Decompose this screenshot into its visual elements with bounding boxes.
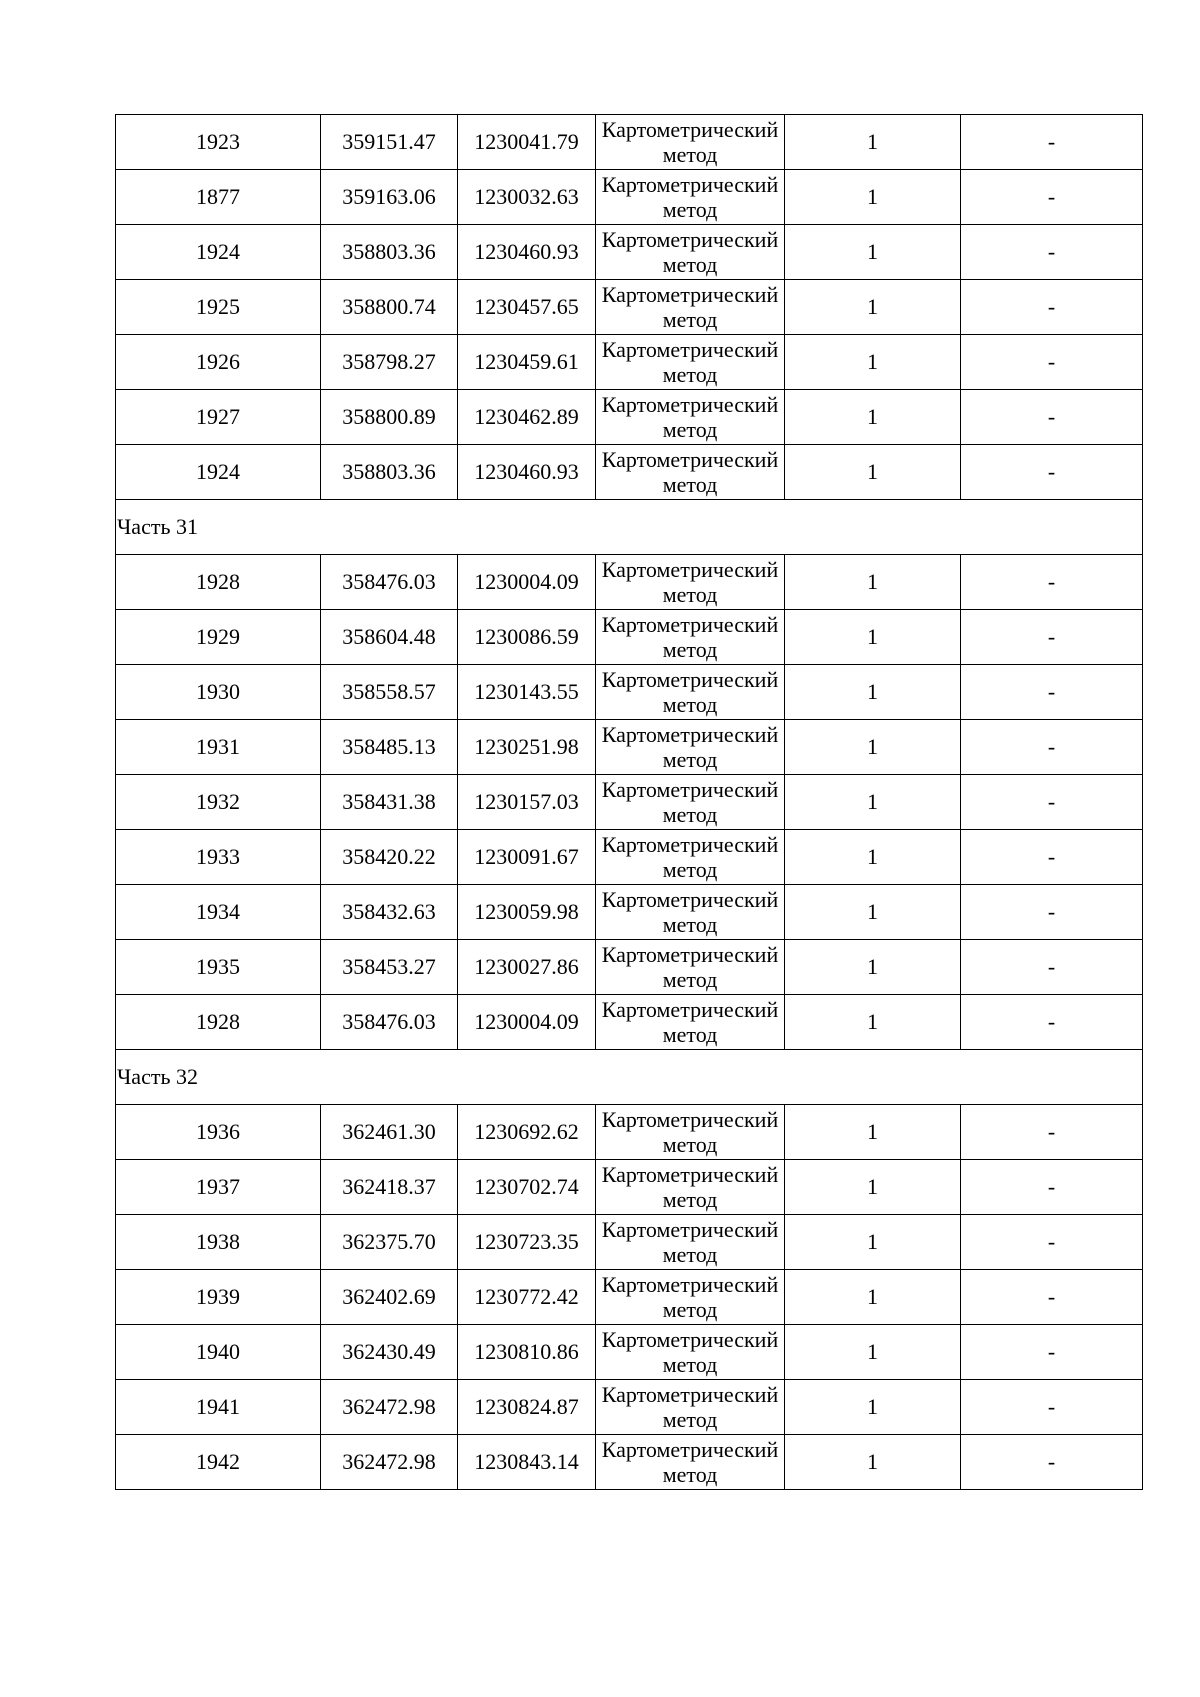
table-row	[116, 170, 1143, 225]
point-number-cell: 1924	[116, 445, 321, 500]
section-heading-row	[116, 1050, 1143, 1105]
section-heading: Часть 31	[116, 500, 1143, 555]
precision-cell: 1	[785, 280, 961, 335]
method-cell: Картометрический метод	[596, 610, 785, 665]
precision-cell: 1	[785, 225, 961, 280]
table-row	[116, 555, 1143, 610]
point-number-cell: 1935	[116, 940, 321, 995]
y-coordinate-cell: 1230723.35	[458, 1215, 596, 1270]
method-cell: Картометрический метод	[596, 940, 785, 995]
table-row	[116, 995, 1143, 1050]
y-coordinate-cell: 1230251.98	[458, 720, 596, 775]
description-cell: -	[961, 115, 1143, 170]
description-cell: -	[961, 555, 1143, 610]
method-cell: Картометрический метод	[596, 1270, 785, 1325]
precision-cell: 1	[785, 665, 961, 720]
y-coordinate-cell: 1230457.65	[458, 280, 596, 335]
table-row	[116, 665, 1143, 720]
table-row	[116, 940, 1143, 995]
x-coordinate-cell: 358800.89	[321, 390, 458, 445]
x-coordinate-cell: 362430.49	[321, 1325, 458, 1380]
x-coordinate-cell: 358431.38	[321, 775, 458, 830]
description-cell: -	[961, 390, 1143, 445]
precision-cell: 1	[785, 335, 961, 390]
point-number-cell: 1930	[116, 665, 321, 720]
x-coordinate-cell: 358420.22	[321, 830, 458, 885]
table-row	[116, 225, 1143, 280]
y-coordinate-cell: 1230086.59	[458, 610, 596, 665]
y-coordinate-cell: 1230041.79	[458, 115, 596, 170]
description-cell: -	[961, 445, 1143, 500]
precision-cell: 1	[785, 610, 961, 665]
point-number-cell: 1940	[116, 1325, 321, 1380]
point-number-cell: 1928	[116, 555, 321, 610]
point-number-cell: 1925	[116, 280, 321, 335]
y-coordinate-cell: 1230460.93	[458, 225, 596, 280]
point-number-cell: 1877	[116, 170, 321, 225]
table-row	[116, 445, 1143, 500]
x-coordinate-cell: 359163.06	[321, 170, 458, 225]
method-cell: Картометрический метод	[596, 830, 785, 885]
table-row	[116, 1215, 1143, 1270]
description-cell: -	[961, 280, 1143, 335]
table-row	[116, 720, 1143, 775]
method-cell: Картометрический метод	[596, 445, 785, 500]
x-coordinate-cell: 362472.98	[321, 1380, 458, 1435]
table-row	[116, 335, 1143, 390]
precision-cell: 1	[785, 720, 961, 775]
point-number-cell: 1941	[116, 1380, 321, 1435]
precision-cell: 1	[785, 1215, 961, 1270]
method-cell: Картометрический метод	[596, 170, 785, 225]
description-cell: -	[961, 1435, 1143, 1490]
point-number-cell: 1939	[116, 1270, 321, 1325]
table-row	[116, 1105, 1143, 1160]
precision-cell: 1	[785, 1325, 961, 1380]
section-heading-row	[116, 500, 1143, 555]
description-cell: -	[961, 335, 1143, 390]
precision-cell: 1	[785, 1270, 961, 1325]
method-cell: Картометрический метод	[596, 720, 785, 775]
description-cell: -	[961, 225, 1143, 280]
point-number-cell: 1929	[116, 610, 321, 665]
x-coordinate-cell: 358803.36	[321, 225, 458, 280]
method-cell: Картометрический метод	[596, 225, 785, 280]
x-coordinate-cell: 358604.48	[321, 610, 458, 665]
y-coordinate-cell: 1230004.09	[458, 555, 596, 610]
point-number-cell: 1926	[116, 335, 321, 390]
y-coordinate-cell: 1230027.86	[458, 940, 596, 995]
point-number-cell: 1927	[116, 390, 321, 445]
y-coordinate-cell: 1230091.67	[458, 830, 596, 885]
coordinates-table	[115, 114, 1143, 1490]
y-coordinate-cell: 1230462.89	[458, 390, 596, 445]
method-cell: Картометрический метод	[596, 995, 785, 1050]
x-coordinate-cell: 358453.27	[321, 940, 458, 995]
table-row	[116, 610, 1143, 665]
precision-cell: 1	[785, 170, 961, 225]
x-coordinate-cell: 358432.63	[321, 885, 458, 940]
table-row	[116, 280, 1143, 335]
point-number-cell: 1942	[116, 1435, 321, 1490]
point-number-cell: 1932	[116, 775, 321, 830]
x-coordinate-cell: 362472.98	[321, 1435, 458, 1490]
method-cell: Картометрический метод	[596, 1435, 785, 1490]
method-cell: Картометрический метод	[596, 390, 785, 445]
y-coordinate-cell: 1230810.86	[458, 1325, 596, 1380]
point-number-cell: 1937	[116, 1160, 321, 1215]
point-number-cell: 1928	[116, 995, 321, 1050]
table-row	[116, 115, 1143, 170]
precision-cell: 1	[785, 940, 961, 995]
table-row	[116, 1270, 1143, 1325]
method-cell: Картометрический метод	[596, 1105, 785, 1160]
x-coordinate-cell: 358485.13	[321, 720, 458, 775]
method-cell: Картометрический метод	[596, 775, 785, 830]
description-cell: -	[961, 1380, 1143, 1435]
table-row	[116, 885, 1143, 940]
description-cell: -	[961, 775, 1143, 830]
table-row	[116, 1380, 1143, 1435]
x-coordinate-cell: 358558.57	[321, 665, 458, 720]
description-cell: -	[961, 665, 1143, 720]
precision-cell: 1	[785, 885, 961, 940]
y-coordinate-cell: 1230843.14	[458, 1435, 596, 1490]
description-cell: -	[961, 885, 1143, 940]
precision-cell: 1	[785, 995, 961, 1050]
point-number-cell: 1931	[116, 720, 321, 775]
description-cell: -	[961, 1325, 1143, 1380]
description-cell: -	[961, 610, 1143, 665]
precision-cell: 1	[785, 390, 961, 445]
table-row	[116, 1435, 1143, 1490]
y-coordinate-cell: 1230004.09	[458, 995, 596, 1050]
point-number-cell: 1924	[116, 225, 321, 280]
y-coordinate-cell: 1230692.62	[458, 1105, 596, 1160]
point-number-cell: 1938	[116, 1215, 321, 1270]
precision-cell: 1	[785, 1105, 961, 1160]
table-row	[116, 775, 1143, 830]
x-coordinate-cell: 362375.70	[321, 1215, 458, 1270]
method-cell: Картометрический метод	[596, 280, 785, 335]
method-cell: Картометрический метод	[596, 1160, 785, 1215]
description-cell: -	[961, 940, 1143, 995]
table-row	[116, 1325, 1143, 1380]
x-coordinate-cell: 358476.03	[321, 995, 458, 1050]
method-cell: Картометрический метод	[596, 885, 785, 940]
coordinates-table-body	[116, 115, 1143, 1490]
y-coordinate-cell: 1230143.55	[458, 665, 596, 720]
table-row	[116, 390, 1143, 445]
description-cell: -	[961, 995, 1143, 1050]
precision-cell: 1	[785, 775, 961, 830]
description-cell: -	[961, 1160, 1143, 1215]
point-number-cell: 1936	[116, 1105, 321, 1160]
y-coordinate-cell: 1230824.87	[458, 1380, 596, 1435]
x-coordinate-cell: 362418.37	[321, 1160, 458, 1215]
method-cell: Картометрический метод	[596, 1380, 785, 1435]
precision-cell: 1	[785, 445, 961, 500]
method-cell: Картометрический метод	[596, 1215, 785, 1270]
description-cell: -	[961, 1270, 1143, 1325]
section-heading: Часть 32	[116, 1050, 1143, 1105]
point-number-cell: 1934	[116, 885, 321, 940]
precision-cell: 1	[785, 1435, 961, 1490]
description-cell: -	[961, 1105, 1143, 1160]
table-row	[116, 830, 1143, 885]
description-cell: -	[961, 170, 1143, 225]
x-coordinate-cell: 358803.36	[321, 445, 458, 500]
y-coordinate-cell: 1230460.93	[458, 445, 596, 500]
y-coordinate-cell: 1230059.98	[458, 885, 596, 940]
description-cell: -	[961, 1215, 1143, 1270]
x-coordinate-cell: 362461.30	[321, 1105, 458, 1160]
x-coordinate-cell: 362402.69	[321, 1270, 458, 1325]
method-cell: Картометрический метод	[596, 665, 785, 720]
x-coordinate-cell: 358798.27	[321, 335, 458, 390]
precision-cell: 1	[785, 115, 961, 170]
y-coordinate-cell: 1230032.63	[458, 170, 596, 225]
y-coordinate-cell: 1230459.61	[458, 335, 596, 390]
precision-cell: 1	[785, 555, 961, 610]
point-number-cell: 1923	[116, 115, 321, 170]
point-number-cell: 1933	[116, 830, 321, 885]
x-coordinate-cell: 358800.74	[321, 280, 458, 335]
x-coordinate-cell: 359151.47	[321, 115, 458, 170]
description-cell: -	[961, 720, 1143, 775]
method-cell: Картометрический метод	[596, 1325, 785, 1380]
method-cell: Картометрический метод	[596, 115, 785, 170]
precision-cell: 1	[785, 1380, 961, 1435]
y-coordinate-cell: 1230772.42	[458, 1270, 596, 1325]
method-cell: Картометрический метод	[596, 555, 785, 610]
precision-cell: 1	[785, 830, 961, 885]
description-cell: -	[961, 830, 1143, 885]
precision-cell: 1	[785, 1160, 961, 1215]
method-cell: Картометрический метод	[596, 335, 785, 390]
x-coordinate-cell: 358476.03	[321, 555, 458, 610]
y-coordinate-cell: 1230702.74	[458, 1160, 596, 1215]
table-row	[116, 1160, 1143, 1215]
y-coordinate-cell: 1230157.03	[458, 775, 596, 830]
